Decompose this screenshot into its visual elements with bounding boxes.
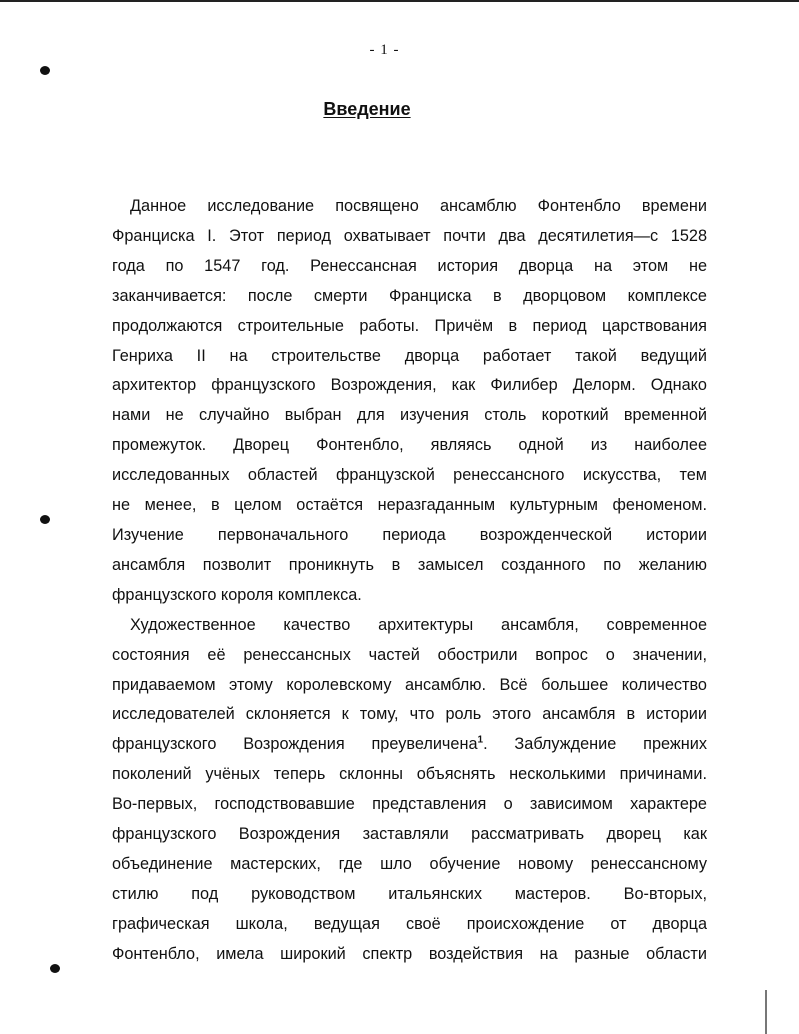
text-line: Франциска I. Этот период охватывает почти два десятилетия—с 1528 bbox=[112, 226, 707, 245]
text-line: Фонтенбло, имела широкий спектр воздействия на разные области bbox=[112, 944, 707, 963]
text-line: продолжаются строительные работы. Причём в период царствования bbox=[112, 316, 707, 335]
text-line: Данное исследование посвящено ансамблю Фонтенбло времени bbox=[130, 197, 707, 215]
text-line: Генриха II на строительстве дворца работает такой ведущий bbox=[112, 346, 707, 365]
punch-hole-mark bbox=[40, 515, 50, 524]
text-line-with-footnote bbox=[112, 730, 707, 760]
text-line: французского Возрождения заставляли рассматривать дворец как bbox=[112, 825, 707, 844]
text-line: ансамбля позволит проникнуть в замысел созданного по желанию bbox=[112, 555, 707, 574]
paragraph-2 bbox=[112, 611, 707, 970]
body-text bbox=[112, 192, 707, 970]
text-line: заканчивается: после смерти Франциска в дворцовом комплексе bbox=[112, 286, 707, 305]
text-segment: . Заблуждение прежних bbox=[483, 735, 707, 754]
text-line: придаваемом этому королевскому ансамблю. Всё большее количество bbox=[112, 675, 707, 694]
punch-hole-mark bbox=[40, 66, 50, 75]
text-line: нами не случайно выбран для изучения столь короткий временной bbox=[112, 406, 707, 425]
text-line: года по 1547 год. Ренессансная история дворца на этом не bbox=[112, 256, 707, 275]
footnote-marker: 1 bbox=[477, 734, 484, 746]
text-line: французского короля комплекса. bbox=[112, 585, 362, 604]
text-line: промежуток. Дворец Фонтенбло, являясь одной из наиболее bbox=[112, 436, 707, 455]
page-heading: Введение bbox=[323, 99, 411, 119]
scan-edge-mark bbox=[765, 990, 767, 1034]
text-line: Изучение первоначального периода возрожденческой истории bbox=[112, 525, 707, 544]
text-line: стилю под руководством итальянских мастеров. Во-вторых, bbox=[112, 884, 707, 903]
text-line: графическая школа, ведущая своё происхождение от дворца bbox=[112, 914, 707, 933]
text-line: Художественное качество архитектуры ансамбля, современное bbox=[130, 615, 707, 634]
text-line: состояния её ренессансных частей обострили вопрос о значении, bbox=[112, 645, 707, 664]
text-line: исследованных областей французской ренессансного искусства, тем bbox=[112, 466, 707, 485]
text-line: архитектор французского Возрождения, как Филибер Делорм. Однако bbox=[112, 376, 707, 395]
text-line: поколений учёных теперь склонны объяснять несколькими причинами. bbox=[112, 765, 707, 784]
text-line: исследователей склоняется к тому, что роль этого ансамбля в истории bbox=[112, 705, 707, 724]
text-line: Во-первых, господствовавшие представления о зависимом характере bbox=[112, 795, 707, 814]
top-edge-rule bbox=[0, 0, 799, 2]
paragraph-1 bbox=[112, 192, 707, 611]
text-segment: французского Возрождения преувеличена bbox=[112, 735, 478, 754]
page-number: - 1 - bbox=[369, 42, 400, 58]
text-line: объединение мастерских, где шло обучение новому ренессансному bbox=[112, 854, 707, 873]
text-line: не менее, в целом остаётся неразгаданным культурным феноменом. bbox=[112, 496, 707, 515]
punch-hole-mark bbox=[50, 964, 60, 973]
